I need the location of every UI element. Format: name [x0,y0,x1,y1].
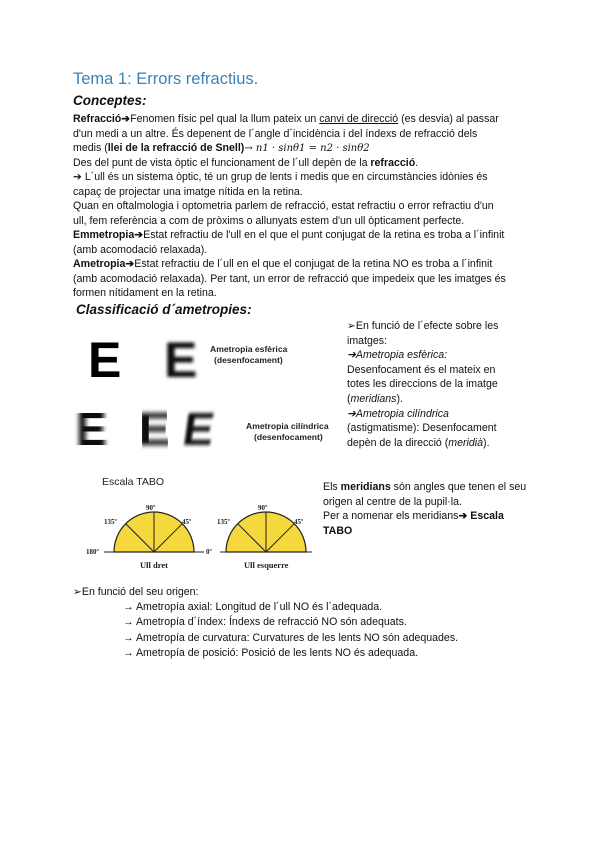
ametropia-text-1: Estat refractiu de l´ull en el que el conjugat de la retina NO es troba a l´infinit [134,258,493,270]
snell-law-text: llei de la refracció de Snell) [107,142,245,155]
optic-text: Des del punt de vista òptic el funcionament de l´ull depèn de la [73,157,371,169]
label-esferica-line1: Ametropia esfèrica [210,344,288,354]
section-heading-conceptes: Conceptes: [73,93,147,108]
meridians-line2: origen al centre de la pupil·la. [323,495,462,508]
efecte-line9a: depèn de la direcció ( [347,436,449,449]
meridians-text [323,480,548,538]
meridians-line1a: Els [323,481,341,493]
astig-e-oblique: E [179,403,218,455]
section-heading-classificacio: Classificació d´ametropies: [76,302,252,317]
paragraph-ametropia [73,257,543,301]
left-eye-label: Ull esquerre [244,560,289,570]
page-title: Tema 1: Errors refractius. [73,70,259,88]
tabo-title: Escala TABO [102,476,165,488]
right-180-label: 180º [86,548,99,556]
arrow-icon: ➔ [121,113,131,125]
label-esferica-line2: (desenfocament) [214,355,283,365]
right-eye-label: Ull dret [140,560,168,570]
efecte-line8: (astigmatisme): Desenfocament [347,422,497,435]
canvi-direccio-text: canvi de direcció [319,113,399,125]
snell-formula: → n1 · sinθ1 = n2 · sinθ2 [244,143,370,155]
efecte-line6a: ( [347,392,351,405]
oftalmologia-text-1: Quan en oftalmologia i optometria parlem de refracció, estat refractiu o error refractiu d'un [73,200,494,212]
efecte-line1: ➢En funció de l´efecte sobre les [347,320,499,332]
arrow-icon: ➔ [125,258,135,270]
ull-sistema-text-2: capaç de projectar una imatge nítida en la retina. [73,185,303,198]
efecte-line4: Desenfocament és el mateix en [347,363,496,376]
term-ametropia: Ametropia [73,258,126,270]
efecte-line5: totes les direccions de la imatge [347,378,498,391]
astig-e-vertical: E [139,403,170,455]
arrow-icon: ➔ [134,229,144,241]
oftalmologia-text-2: ull, fem referència a com de pròxims o allunyats estem d'un ull òpticament perfecte. [73,214,465,227]
meridians-term: meridians [350,392,397,405]
term-emmetropia: Emmetropia [73,229,135,241]
tabo-bold: TABO [323,524,353,537]
paragraph-refraccio [73,112,543,157]
paragraph-emmetropia [73,228,543,257]
list-item: → Ametropía de posició: Posició de les lents NO és adequada. [123,646,419,659]
refraccio-text-3: medis ( [73,142,108,155]
meridians-line3a: Per a nomenar els meridians [323,510,459,523]
esferica-heading: ➔Ametropia esfèrica: [347,349,448,362]
origen-header: ➢En funció del seu origen: [73,586,199,598]
refraccio-text-1b: (es desvia) al passar [398,113,499,125]
left-45-label: 45º [294,518,304,526]
term-refraccio: Refracció [73,113,122,125]
origen-list [73,585,458,661]
right-45-label: 45º [182,518,192,526]
efecte-line2: imatges: [347,334,388,347]
ametropia-text-2: (amb acomodació relaxada). Per tant, un error de refracció que impedeix que les imatges és [73,272,506,285]
emmetropia-text-2: (amb acomodació relaxada). [73,243,208,256]
efecte-line6c: ). [396,392,403,405]
right-0-label: 0º [206,548,212,556]
meridia-term: meridià [448,436,484,449]
refraccio-text-1: Fenomen físic pel qual la llum pateix un [130,113,320,125]
label-cilindrica-line2: (desenfocament) [254,432,323,442]
meridians-bold: meridians [340,481,391,493]
left-135-label: 135º [217,518,230,526]
emmetropia-text-1: Estat refractiu de l'ull en el que el punt conjugat de la retina es troba a l´infinit [143,229,505,241]
right-135-label: 135º [104,518,117,526]
ull-sistema-text-1: ➔ L´ull és un sistema òptic, té un grup de lents i medis que en circumstàncies idònies és [73,171,488,183]
refraccio-text-2: d'un medi a un altre. És depenent de l´angle d´incidència i del índexs de refracció dels [73,127,478,140]
list-item: → Ametropía axial: Longitud de l´ull NO és l´adequada. [123,601,383,614]
sharp-e-letter: E [88,332,122,388]
efecte-imatges-text [347,319,522,450]
list-item: → Ametropía d´índex: Índexs de refracció NO són adequats. [123,616,407,629]
ametropia-blur-figure [70,325,345,455]
left-90-label: 90º [258,504,268,512]
tabo-scale-diagram [82,472,317,572]
right-90-label: 90º [146,504,156,512]
cilindrica-heading: ➔Ametropia cilíndrica [347,407,449,420]
label-cilindrica-line1: Ametropia cilíndrica [246,421,329,431]
optic-term: refracció [370,157,416,169]
paragraph-ull-sistema [73,170,543,199]
escala-bold: ➔ Escala [458,510,504,523]
optic-end: . [415,157,419,169]
efecte-line9c: ). [483,436,490,449]
astig-e-horizontal: E [76,403,107,455]
blurred-e-letter: E [164,332,198,388]
paragraph-optic [73,156,543,171]
meridians-line1c: són angles que tenen el seu [390,481,527,493]
paragraph-oftalmologia [73,199,543,228]
ametropia-text-3: formen nítidament en la retina. [73,287,217,300]
list-item: → Ametropía de curvatura: Curvatures de les lents NO són adequades. [123,631,459,644]
